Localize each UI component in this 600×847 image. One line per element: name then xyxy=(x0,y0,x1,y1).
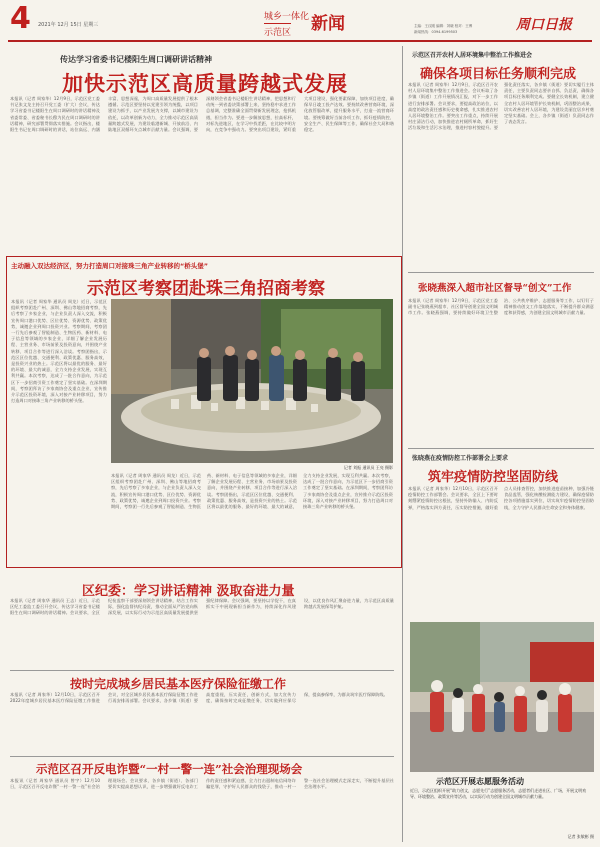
news-hotline: 新闻热线：0394-6199503 xyxy=(414,30,458,34)
investment-kicker: 主动融入双达经济区，努力打造周口对接珠三角产业转移的“桥头堡” xyxy=(11,262,209,270)
medical-body: 本报讯（记者 周家华）12月10日，示范区召开2022年度城乡居民基本医疗保险征缴工作推进会议，对全区城乡居民基本医疗保险征缴工作进行再安排再部署。会议要求，各乡镇（街道）要高度重视，压实责任，创新方式，加大宣传力度，确保按时完成征缴任务，切实做到应保尽保，提高参保率，为群众筑牢医疗保障防线。 xyxy=(10,692,388,704)
volunteer-activity-image xyxy=(410,622,594,772)
volunteer-photo-caption: 近日，示范区组织开展“助力创文，志愿先行”志愿服务活动，志愿者们走进社区、广场，开展文明劝导、环境整治、政策宣传等活动，以实际行动为创建全国文明城市贡献力量。 xyxy=(410,788,587,799)
rural-headline: 确保各项目标任务顺利完成 xyxy=(420,67,577,82)
investment-box xyxy=(6,256,402,568)
masthead xyxy=(0,0,600,46)
divider-epidemic xyxy=(408,448,594,449)
exhibition-hall-image xyxy=(111,299,393,463)
medical-headline: 按时完成城乡居民基本医疗保险征缴工作 xyxy=(70,677,287,691)
telecom-headline: 示范区召开反电诈暨“一村一警一连”社会治理现场会 xyxy=(36,762,303,776)
rural-body: 本报讯（记者 周家华）12月9日，示范区召开农村人居环境集中整治工作推进会。会议听取了各乡镇（街道）工作开展情况汇报，对下一步工作进行安排部署。会议要求，要提高政治站位，以高度的政治责任感和历史使命感，扎实推进农村人居环境整治工作。要突出工作重点，持续开展村庄清洁行动，加快推进农村厕所革命，抓好生活垃圾和生活污水治理，推进村容村貌提升。要强化责任落实，各乡镇（街道）要切实履行主体责任，主要负责同志要亲自抓、负总责，确保各项目标任务顺利完成。要健全长效机制，建立健全农村人居环境管护长效机制，巩固整治成果，切实改善农村人居环境，为建设美丽宜居乡村奠定坚实基础。会上，各乡镇（街道）负责同志作了表态发言。 xyxy=(408,82,594,131)
investment-body: 本报讯（记者 周家华 通讯员 周龙）近日，示范区组织考察团赴广州、深圳、佛山等地招商考察，先后考察了多家企业，与企业负责人深入交流，积极宣传周口港口优势、区位优势、资源优势、政策优势，诚邀企业到周口投资兴业。考察期间，考察团一行先后参观了智能制造、生物医药、新材料、电子信息等领域的多家企业，详细了解企业发展历程、主营业务、市场前景及投资意向，并围绕产业转移、项目合作等进行深入洽谈。考察团指出，示范区区位优越、交通便利、政策优惠、服务高效，是投资兴业的热土。示范区将以最优的服务、最好的环境、最大的诚意，全力支持企业发展，实现互利共赢。本次考察，达成了一批合作意向，为示范区下一步招商引资工作奠定了坚实基础。在深圳期间，考察团拜访了多家商协会及重点企业，宣传推介示范区投资环境，深入对接产业转移项目，努力打造周口对接珠三角产业转移的桥头堡。 xyxy=(11,299,107,404)
investment-photo-caption: 记者 刘振 通讯员 王亮 摄影 xyxy=(343,465,393,470)
volunteer-photo-credit: 记者 张敏彬 摄 xyxy=(567,834,594,839)
masthead-rule xyxy=(8,40,592,42)
volunteer-photo xyxy=(410,622,594,772)
column-separator xyxy=(402,46,403,842)
divider-volunteer xyxy=(408,272,594,273)
epidemic-body: 本报讯（记者 周家华）12月10日，示范区召开疫情防控工作部署会。会议要求，全区上下要时刻绷紧疫情防控这根弦，坚持外防输入、内防反弹，严格落实四方责任，压实防控措施，做好重点人员排查管控，加快推进疫苗接种，加强冷链食品监管，强化核酸检测能力建设，确保疫情防控各项措施落实到位，切实筑牢疫情防控坚固防线，全力守护人民群众生命安全和身体健康。 xyxy=(408,486,594,510)
lead-headline: 加快示范区高质量跨越式发展 xyxy=(62,71,348,96)
rural-kicker: 示范区召开农村人居环境集中整治工作推进会 xyxy=(412,52,533,59)
editor-credits: 主编：王汉刚 编辑：刘晓 校对：王博 xyxy=(414,24,473,28)
divider-medical xyxy=(10,670,394,671)
paper-logo: 周口日报 xyxy=(516,17,572,33)
section-label-bottom: 示范区 xyxy=(264,23,291,38)
volunteer-photo-headline: 示范区开展志愿服务活动 xyxy=(436,776,524,786)
section-label-top: 城乡一体化 xyxy=(264,12,310,22)
investment-photo xyxy=(111,299,393,463)
district-body: 本报讯（记者 周家华 通讯员 王志）近日，示范区纪工委监工委召开会议，传达学习省委书记楼阳生在周口调研时的讲话精神。会议要求，全区纪检监察干部要深刻领会讲话精神，结合工作实际，强化监督执纪问责，推动全面从严治党向纵深发展，以实际行动为示范区高质量发展提供坚强纪律保障。会议强调，要坚持以学促干，在真抓实干中展现新担当新作为，持续深化作风建设，以优良作风汇聚奋进力量，为示范区高质量跨越式发展保驾护航。 xyxy=(10,598,394,616)
column-title: 新闻 xyxy=(311,14,345,34)
telecom-body: 本报讯（记者 周家华 通讯员 曾宇）12月10日，示范区召开反电诈暨“一村一警一连”社会治理现场会。会议要求，各乡镇（街道）、各部门要切实提高思想认识，进一步增强做好反电诈工作的责任感和紧迫感，全力打击遏制电信网络诈骗犯罪，守护好人民群众的钱袋子，推动一村一警一连社会治理模式走深走实，不断提升基层社会治理水平。 xyxy=(10,778,394,790)
volunteer-headline: 张晓燕深入超市社区督导“创文”工作 xyxy=(418,283,572,294)
issue-date: 2021年 12月 15日 星期三 xyxy=(38,22,99,28)
epidemic-headline: 筑牢疫情防控坚固防线 xyxy=(428,470,559,485)
epidemic-kicker: 张晓燕在疫情防控工作部署会上要求 xyxy=(412,455,509,462)
lead-body: 本报讯（记者 周家华）12月9日，示范区党工委书记张文龙主持召开党工委（扩大）会议，传达学习省委书记楼阳生在周口调研时的讲话精神及省委常委、省委秘书长穆为民在周口调研时的讲话精神，研究部署贯彻落实措施。会议指出，楼阳生书记在周口调研时的讲话，站位高远、内涵丰富、思想深邃，为周口高质量发展提供了根本遵循。示范区要坚持以党建引领为统揽，以项目建设为抓手，以产业发展为支撑，以城市建设为依托，以改革创新为动力，全力推动示范区高质量跨越式发展，为建设临港新城、开放前沿、内陆地区双循环支点城市贡献力量。会议强调，要深刻领会省委书记楼阳生讲话精神，把思想和行动统一到省委决策部署上来，坚持稳中求进工作总基调，完整准确全面贯彻新发展理念，抢抓机遇，担当作为。要进一步解放思想，拉高标杆，对标先进地区，在学习中找差距，在比较中明方向，在竞争中强动力。要突出项目建设，紧盯重大项目建设，强化要素保障，加快项目进度，确保早日竣工投产达效。要持续改善营商环境，深化放管服改革，提升服务水平，打造一流营商环境。要统筹做好当前各项工作，抓好疫情防控、安全生产、民生保障等工作，确保社会大局和谐稳定。 xyxy=(10,96,394,133)
divider-telecom xyxy=(10,756,394,757)
district-headline: 区纪委：学习讲话精神 汲取奋进力量 xyxy=(82,584,295,599)
volunteer-body: 本报讯（记者 周家华）12月9日，示范区党工委副书记张晓燕到超市、社区督导创建全国文明城市工作。张晓燕强调，要持续做好环境卫生整治、公共秩序维护、志愿服务等工作，以钉钉子精神推动创文工作落地落实，不断提升群众满意度和获得感，为创建全国文明城市贡献力量。 xyxy=(408,298,594,316)
investment-headline: 示范区考察团赴珠三角招商考察 xyxy=(87,279,325,299)
lead-kicker: 传达学习省委书记楼阳生周口调研讲话精神 xyxy=(60,55,212,64)
page-number: 4 xyxy=(10,1,31,36)
investment-body-cont: 本报讯（记者 周家华 通讯员 周龙）近日，示范区组织考察团赴广州、深圳、佛山等地招商考察，先后考察了多家企业，与企业负责人深入交流，积极宣传周口港口优势、区位优势、资源优势、政策优势，诚邀企业到周口投资兴业。考察期间，考察团一行先后参观了智能制造、生物医药、新材料、电子信息等领域的多家企业，详细了解企业发展历程、主营业务、市场前景及投资意向，并围绕产业转移、项目合作等进行深入洽谈。考察团指出，示范区区位优越、交通便利、政策优惠、服务高效，是投资兴业的热土。示范区将以最优的服务、最好的环境、最大的诚意，全力支持企业发展，实现互利共赢。本次考察，达成了一批合作意向，为示范区下一步招商引资工作奠定了坚实基础。在深圳期间，考察团拜访了多家商协会及重点企业，宣传推介示范区投资环境，深入对接产业转移项目，努力打造周口对接珠三角产业转移的桥头堡。 xyxy=(111,473,393,510)
